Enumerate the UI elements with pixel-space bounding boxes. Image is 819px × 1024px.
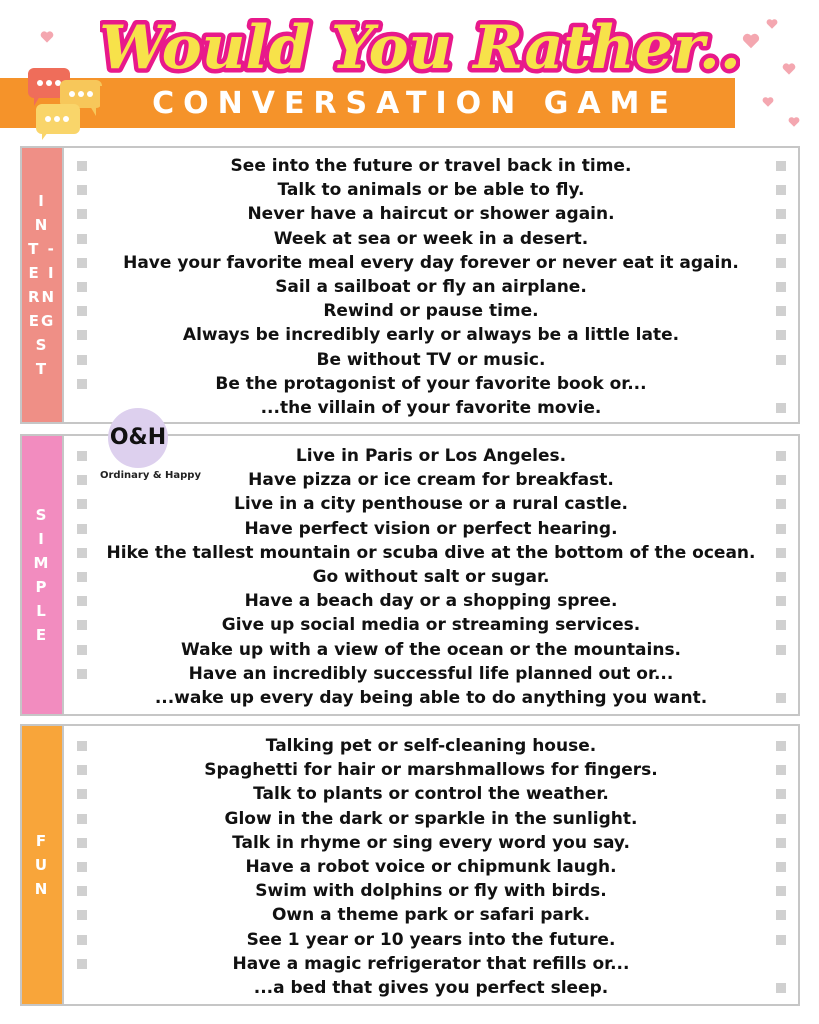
label-letter: M <box>33 554 51 572</box>
question-text: ...the villain of your favorite movie. <box>260 397 602 418</box>
checkbox[interactable] <box>776 451 786 461</box>
checkbox[interactable] <box>77 330 87 340</box>
question-text: Be without TV or music. <box>316 349 546 370</box>
question-row <box>64 758 798 782</box>
question-text: Talk to plants or control the weather. <box>253 784 609 805</box>
checkbox[interactable] <box>776 161 786 171</box>
checkbox[interactable] <box>776 258 786 268</box>
question-rows <box>64 734 798 1000</box>
checkbox[interactable] <box>776 693 786 703</box>
question-text: Rewind or pause time. <box>323 301 539 322</box>
checkbox[interactable] <box>77 451 87 461</box>
checkbox[interactable] <box>77 548 87 558</box>
logo-mark: O&H <box>108 408 168 468</box>
checkbox[interactable] <box>776 862 786 872</box>
checkbox[interactable] <box>77 814 87 824</box>
section-label-simple <box>22 436 62 714</box>
checkbox[interactable] <box>77 886 87 896</box>
label-letter: P <box>35 578 49 596</box>
header <box>0 0 819 140</box>
chat-bubbles-icon <box>26 68 106 140</box>
checkbox[interactable] <box>776 475 786 485</box>
checkbox[interactable] <box>776 524 786 534</box>
question-text: Live in a city penthouse or a rural castle. <box>234 494 628 515</box>
question-text: Go without salt or sugar. <box>312 566 550 587</box>
question-row <box>64 299 798 323</box>
checkbox[interactable] <box>77 910 87 920</box>
label-letter: L <box>36 602 48 620</box>
question-row <box>64 202 798 226</box>
heart-icon <box>742 32 760 50</box>
checkbox[interactable] <box>77 234 87 244</box>
checkbox[interactable] <box>776 645 786 655</box>
question-row <box>64 686 798 710</box>
question-text: Be the protagonist of your favorite book or... <box>215 373 647 394</box>
checkbox[interactable] <box>77 209 87 219</box>
question-row <box>64 323 798 347</box>
checkbox[interactable] <box>776 499 786 509</box>
question-text: Have your favorite meal every day forever or never eat it again. <box>123 252 739 273</box>
checkbox[interactable] <box>776 596 786 606</box>
label-letter: F <box>35 832 49 850</box>
checkbox[interactable] <box>77 355 87 365</box>
question-text: Talk in rhyme or sing every word you say. <box>232 832 630 853</box>
label-letter: S <box>35 336 49 354</box>
question-row <box>64 734 798 758</box>
question-list <box>62 726 798 1004</box>
question-row <box>64 831 798 855</box>
title-text: Would You Rather.. <box>100 13 740 83</box>
question-text: See 1 year or 10 years into the future. <box>246 929 616 950</box>
question-text: Own a theme park or safari park. <box>271 905 591 926</box>
checkbox[interactable] <box>776 209 786 219</box>
section-label-intense <box>22 148 62 422</box>
checkbox[interactable] <box>77 645 87 655</box>
heart-icon <box>762 96 774 108</box>
checkbox[interactable] <box>77 935 87 945</box>
checkbox[interactable] <box>776 983 786 993</box>
heart-icon <box>788 116 800 128</box>
question-text: ...a bed that gives you perfect sleep. <box>253 977 609 998</box>
question-text: Live in Paris or Los Angeles. <box>295 446 567 466</box>
label-letter: T - <box>28 240 56 258</box>
checkbox[interactable] <box>776 741 786 751</box>
subtitle-bar <box>100 86 730 122</box>
question-row <box>64 517 798 541</box>
checkbox[interactable] <box>77 572 87 582</box>
question-row <box>64 976 798 1000</box>
checkbox[interactable] <box>776 935 786 945</box>
question-text: Have a beach day or a shopping spree. <box>244 591 618 612</box>
section-label-fun <box>22 726 62 1004</box>
checkbox[interactable] <box>776 234 786 244</box>
section-intense <box>20 146 800 424</box>
checkbox[interactable] <box>77 741 87 751</box>
question-text: ...wake up every day being able to do anything you want. <box>154 687 708 708</box>
checkbox[interactable] <box>776 838 786 848</box>
question-row <box>64 782 798 806</box>
checkbox[interactable] <box>77 959 87 969</box>
question-text: Have a magic refrigerator that refills or... <box>232 953 630 974</box>
checkbox[interactable] <box>77 765 87 775</box>
logo-caption: Ordinary & Happy <box>100 470 201 481</box>
label-letter: EG <box>28 312 56 330</box>
question-text: Spaghetti for hair or marshmallows for fingers. <box>204 760 658 781</box>
label-letter: T <box>35 360 49 378</box>
checkbox[interactable] <box>77 258 87 268</box>
heart-icon <box>766 18 778 30</box>
label-letter: E I <box>28 264 56 282</box>
checkbox[interactable] <box>776 814 786 824</box>
checkbox[interactable] <box>776 403 786 413</box>
section-fun <box>20 724 800 1006</box>
question-row <box>64 251 798 275</box>
checkbox[interactable] <box>77 620 87 630</box>
question-text: Week at sea or week in a desert. <box>273 228 589 249</box>
label-letter: U <box>34 856 50 874</box>
checkbox[interactable] <box>776 306 786 316</box>
checkbox[interactable] <box>77 185 87 195</box>
question-row <box>64 492 798 516</box>
question-row <box>64 638 798 662</box>
checkbox[interactable] <box>776 282 786 292</box>
label-letter: N <box>34 216 50 234</box>
question-row <box>64 178 798 202</box>
checkbox[interactable] <box>776 620 786 630</box>
subtitle: CONVERSATION GAME <box>100 86 730 122</box>
label-letter: E <box>35 626 49 644</box>
question-text: Talk to animals or be able to fly. <box>277 180 585 201</box>
question-text: Wake up with a view of the ocean or the mountains. <box>180 639 682 660</box>
question-row <box>64 855 798 879</box>
checkbox[interactable] <box>776 548 786 558</box>
checkbox[interactable] <box>776 789 786 799</box>
question-text: Have pizza or ice cream for breakfast. <box>248 470 614 491</box>
question-row <box>64 348 798 372</box>
question-row <box>64 879 798 903</box>
question-list <box>62 148 798 422</box>
question-row <box>64 154 798 178</box>
checkbox[interactable] <box>77 475 87 485</box>
question-text: Talking pet or self-cleaning house. <box>265 736 597 756</box>
question-text: Never have a haircut or shower again. <box>247 204 615 225</box>
checkbox[interactable] <box>77 838 87 848</box>
checkbox[interactable] <box>77 789 87 799</box>
checkbox[interactable] <box>77 379 87 389</box>
label-letter: RN <box>27 288 57 306</box>
label-letter: I <box>38 192 46 210</box>
checkbox[interactable] <box>776 765 786 775</box>
checkbox[interactable] <box>776 185 786 195</box>
question-row <box>64 903 798 927</box>
question-text: Give up social media or streaming services. <box>221 615 641 636</box>
checkbox[interactable] <box>77 282 87 292</box>
question-text: Have a robot voice or chipmunk laugh. <box>245 856 617 877</box>
checkbox[interactable] <box>77 669 87 679</box>
question-rows <box>64 154 798 420</box>
question-text: See into the future or travel back in time. <box>230 156 632 176</box>
checkbox[interactable] <box>77 524 87 534</box>
question-text: Glow in the dark or sparkle in the sunlight. <box>224 808 638 829</box>
question-row <box>64 589 798 613</box>
checkbox[interactable] <box>77 161 87 171</box>
checkbox[interactable] <box>776 572 786 582</box>
question-row <box>64 275 798 299</box>
brand-logo <box>100 408 210 488</box>
checkbox[interactable] <box>77 862 87 872</box>
question-row <box>64 662 798 686</box>
question-text: Hike the tallest mountain or scuba dive at the bottom of the ocean. <box>106 542 756 563</box>
question-row <box>64 928 798 952</box>
checkbox[interactable] <box>77 306 87 316</box>
question-text: Have perfect vision or perfect hearing. <box>244 518 618 539</box>
checkbox[interactable] <box>77 596 87 606</box>
label-letter: I <box>38 530 46 548</box>
question-text: Sail a sailboat or fly an airplane. <box>275 276 587 297</box>
label-letter: S <box>35 506 49 524</box>
checkbox[interactable] <box>776 910 786 920</box>
question-row <box>64 613 798 637</box>
label-letter: N <box>34 880 50 898</box>
checkbox[interactable] <box>776 330 786 340</box>
question-row <box>64 541 798 565</box>
heart-icon <box>782 62 796 76</box>
checkbox[interactable] <box>776 886 786 896</box>
question-text: Always be incredibly early or always be a little late. <box>182 325 680 346</box>
question-text: Have an incredibly successful life planned out or... <box>188 663 674 684</box>
question-row <box>64 952 798 976</box>
checkbox[interactable] <box>77 499 87 509</box>
question-row <box>64 807 798 831</box>
page-title <box>100 2 740 86</box>
checkbox[interactable] <box>776 355 786 365</box>
question-row <box>64 372 798 396</box>
heart-icon <box>40 30 54 44</box>
question-row <box>64 565 798 589</box>
question-row <box>64 227 798 251</box>
question-text: Swim with dolphins or fly with birds. <box>255 881 607 902</box>
